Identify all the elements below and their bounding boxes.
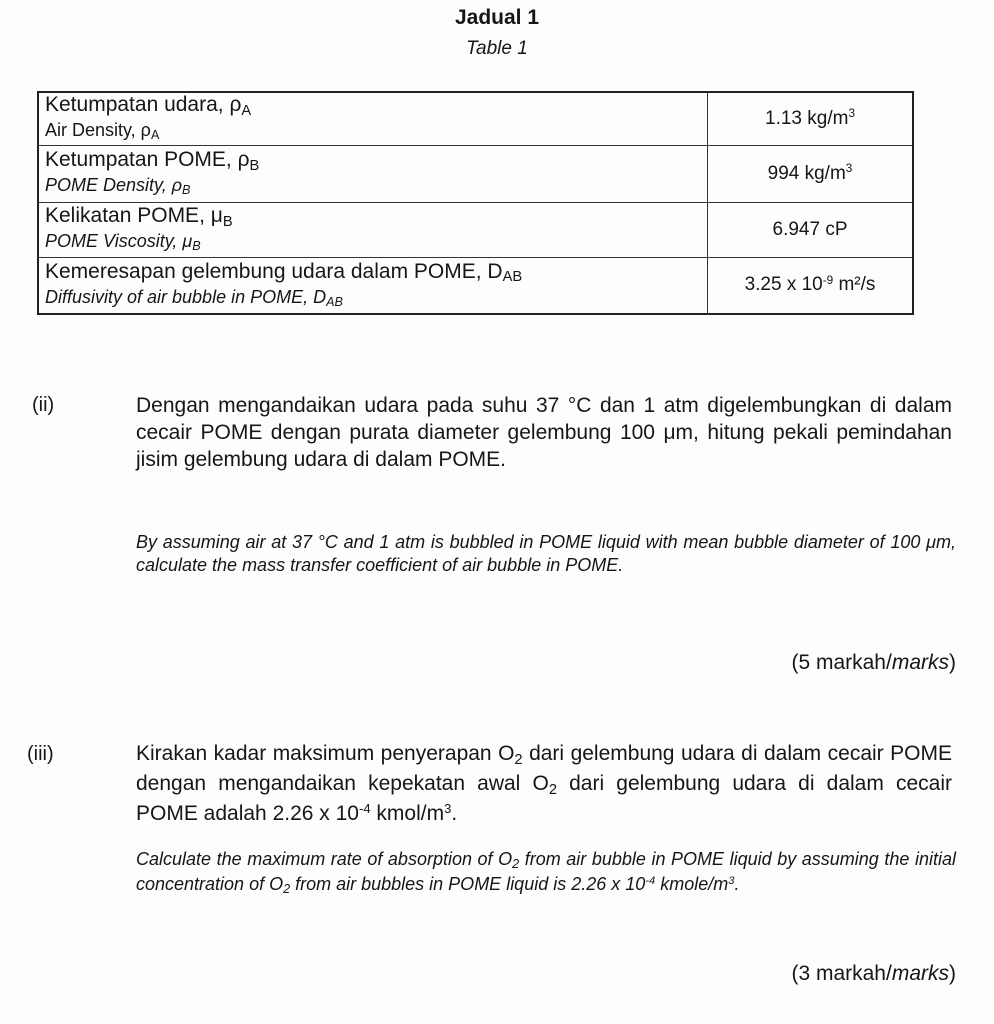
property-label [38,202,708,257]
table-title-malay: Jadual 1 [454,6,540,29]
question-text-malay: Dengan mengandaikan udara pada suhu 37 °C dan 1 atm digelembungkan di dalam cecair POME dengan purata diameter gelembung 100 μm, hitung pekali pemindahan jisim gelembung udara di dalam POME. [136,394,952,471]
marks-label: (5 markah/marks) [791,651,956,674]
property-name-english: Air Density, ρA [45,120,160,143]
table-row [38,92,913,145]
question-text-malay: Kirakan kadar maksimum penyerapan O2 dari gelembung udara di dalam cecair POME dengan mengandaikan kepekatan awal O2 dari gelembung udara di dalam cecair POME adalah 2.26 x $10^{-4}$ kmol/$m^3$. [136,742,952,825]
property-name-malay: Ketumpatan POME, ρB [45,148,260,174]
property-name-english: POME Density, ρB [45,175,191,198]
table-row [38,145,913,202]
property-value: 6.947 cP [708,202,914,257]
property-value: 1.13 $kg/m^3$ [708,92,914,145]
property-label [38,145,708,202]
table-row [38,257,913,314]
property-name-malay: Ketumpatan udara, ρA [45,93,252,119]
property-name-english: Diffusivity of air bubble in POME, DAB [45,286,343,309]
property-name-malay: Kelikatan POME, μB [45,204,233,230]
property-name-english: POME Viscosity, μB [45,231,201,254]
property-name-malay: Kemeresapan gelembung udara dalam POME, DAB [45,259,523,286]
question-number: (iii) [27,743,54,765]
question-number: (ii) [32,394,55,416]
property-label [38,92,708,145]
table-row [38,202,913,257]
property-label [38,257,708,314]
property-value: 3.25 x $10^{-9}$ m²/s [708,257,914,314]
properties-table [37,91,914,315]
question-text-english: By assuming air at 37 °C and 1 atm is bubbled in POME liquid with mean bubble diameter of 100 μm, calculate the mass transfer coefficient of air bubble in POME. [136,532,956,575]
table-title-english: Table 1 [466,38,528,59]
question-text-english: Calculate the maximum rate of absorption of O2 from air bubble in POME liquid by assuming the initial concentration of O2 from air bubbles in POME liquid is 2.26 x $10^{-4}$ kmole/$m^3$. [136,849,956,897]
marks-label: (3 markah/marks) [791,962,956,985]
property-value: 994 $kg/m^3$ [708,145,914,202]
